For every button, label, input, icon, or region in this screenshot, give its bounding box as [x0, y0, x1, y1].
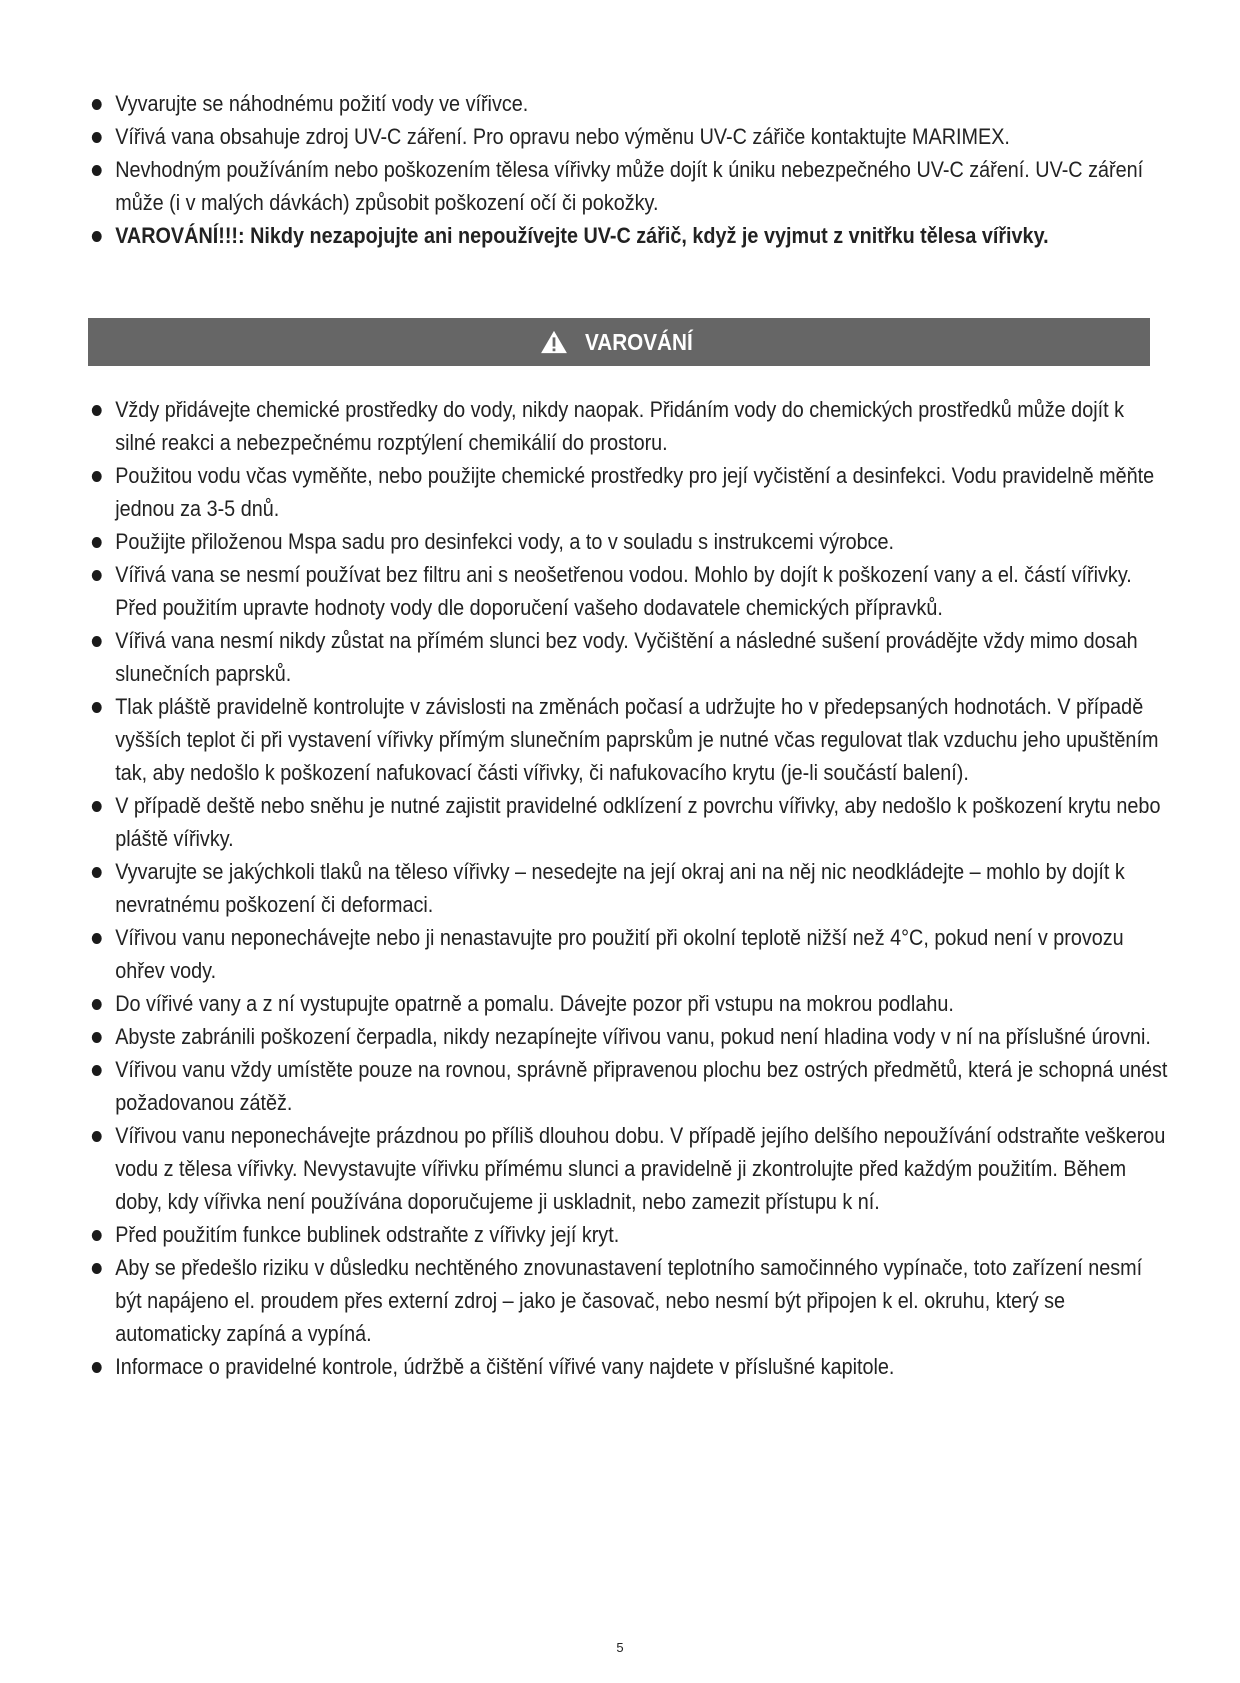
list-item: Vířivá vana obsahuje zdroj UV-C záření. Pro opravu nebo výměnu UV-C zářiče kontaktujte MARIMEX. — [90, 120, 1168, 153]
uv-safety-list — [90, 87, 1150, 252]
list-item: Do vířivé vany a z ní vystupujte opatrně a pomalu. Dávejte pozor při vstupu na mokrou podlahu. — [90, 987, 1168, 1020]
bullet-icon — [92, 132, 102, 143]
warning-triangle-icon — [539, 330, 569, 354]
bullet-icon — [92, 537, 102, 548]
bullet-icon — [92, 1263, 102, 1274]
bullet-icon — [92, 933, 102, 944]
list-item: Vířivá vana se nesmí používat bez filtru ani s neošetřenou vodou. Mohlo by dojít k poškození vany a el. částí vířivky. Před použitím upravte hodnoty vody dle doporučení vašeho dodavatele chemických přípravků. — [90, 558, 1168, 624]
list-item: Vířivá vana nesmí nikdy zůstat na přímém slunci bez vody. Vyčištění a následné sušení provádějte vždy mimo dosah slunečních paprsků. — [90, 624, 1168, 690]
list-item: Použitou vodu včas vyměňte, nebo použijte chemické prostředky pro její vyčistění a desinfekci. Vodu pravidelně měňte jednou za 3-5 dnů. — [90, 459, 1168, 525]
bullet-icon — [92, 1131, 102, 1142]
list-item: Aby se předešlo riziku v důsledku nechtěného znovunastavení teplotního samočinného vypínače, toto zařízení nesmí být napájeno el. proudem přes externí zdroj – jako je časovač, nebo nesmí být připojen k el. okruhu, který se automaticky zapíná a vypíná. — [90, 1251, 1168, 1350]
bullet-icon — [92, 702, 102, 713]
list-item: Vyvarujte se jakýchkoli tlaků na těleso vířivky – nesedejte na její okraj ani na něj nic neodkládejte – mohlo by dojít k nevratnému poškození či deformaci. — [90, 855, 1168, 921]
bullet-icon — [92, 1032, 102, 1043]
list-item: Vířivou vanu neponechávejte prázdnou po příliš dlouhou dobu. V případě jejího delšího nepoužívání odstraňte veškerou vodu z tělesa vířivky. Nevystavujte vířivku přímému slunci a pravidelně ji zkontrolujte před každým použitím. Během doby, kdy vířivka není používána doporučujeme ji uskladnit, nebo zamezit přístupu k ní. — [90, 1119, 1168, 1218]
list-item: Informace o pravidelné kontrole, údržbě a čištění vířivé vany najdete v příslušné kapitole. — [90, 1350, 1168, 1383]
bullet-icon — [92, 1362, 102, 1373]
bullet-icon — [92, 999, 102, 1010]
list-item: Použijte přiloženou Mspa sadu pro desinfekci vody, a to v souladu s instrukcemi výrobce. — [90, 525, 1168, 558]
bullet-icon — [92, 231, 102, 242]
bullet-icon — [92, 570, 102, 581]
bullet-icon — [92, 867, 102, 878]
bullet-icon — [92, 636, 102, 647]
list-item: Abyste zabránili poškození čerpadla, nikdy nezapínejte vířivou vanu, pokud není hladina vody v ní na příslušné úrovni. — [90, 1020, 1168, 1053]
page-number: 5 — [616, 1640, 624, 1655]
list-item: Vířivou vanu neponechávejte nebo ji nenastavujte pro použití při okolní teplotě nižší než 4°C, pokud není v provozu ohřev vody. — [90, 921, 1168, 987]
warning-list — [90, 393, 1168, 1383]
warning-section-header — [88, 318, 1150, 366]
bullet-icon — [92, 471, 102, 482]
warning-section-title: VAROVÁNÍ — [585, 328, 693, 355]
bullet-icon — [92, 405, 102, 416]
bullet-icon — [92, 99, 102, 110]
list-item: Nevhodným používáním nebo poškozením tělesa vířivky může dojít k úniku nebezpečného UV-C záření. UV-C záření může (i v malých dávkách) způsobit poškození očí či pokožky. — [90, 153, 1168, 219]
list-item: Tlak pláště pravidelně kontrolujte v závislosti na změnách počasí a udržujte ho v předepsaných hodnotách. V případě vyšších teplot či při vystavení vířivky přímým slunečním paprskům je nutné včas regulovat tlak vzduchu jeho upuštěním tak, aby nedošlo k poškození nafukovací části vířivky, či nafukovacího krytu (je-li součástí balení). — [90, 690, 1168, 789]
list-item: V případě deště nebo sněhu je nutné zajistit pravidelné odklízení z povrchu vířivky, aby nedošlo k poškození krytu nebo pláště vířivky. — [90, 789, 1168, 855]
list-item-warning: VAROVÁNÍ!!!: Nikdy nezapojujte ani nepoužívejte UV-C zářič, když je vyjmut z vnitřku tělesa vířivky. — [90, 219, 1168, 252]
list-item: Vířivou vanu vždy umístěte pouze na rovnou, správně připravenou plochu bez ostrých předmětů, která je schopná unést požadovanou zátěž. — [90, 1053, 1168, 1119]
bullet-icon — [92, 165, 102, 176]
list-item: Vždy přidávejte chemické prostředky do vody, nikdy naopak. Přidáním vody do chemických prostředků může dojít k silné reakci a nebezpečnému rozptýlení chemikálií do prostoru. — [90, 393, 1168, 459]
list-item: Před použitím funkce bublinek odstraňte z vířivky její kryt. — [90, 1218, 1168, 1251]
bullet-icon — [92, 801, 102, 812]
bullet-icon — [92, 1065, 102, 1076]
list-item: Vyvarujte se náhodnému požití vody ve vířivce. — [90, 87, 1168, 120]
bullet-icon — [92, 1230, 102, 1241]
